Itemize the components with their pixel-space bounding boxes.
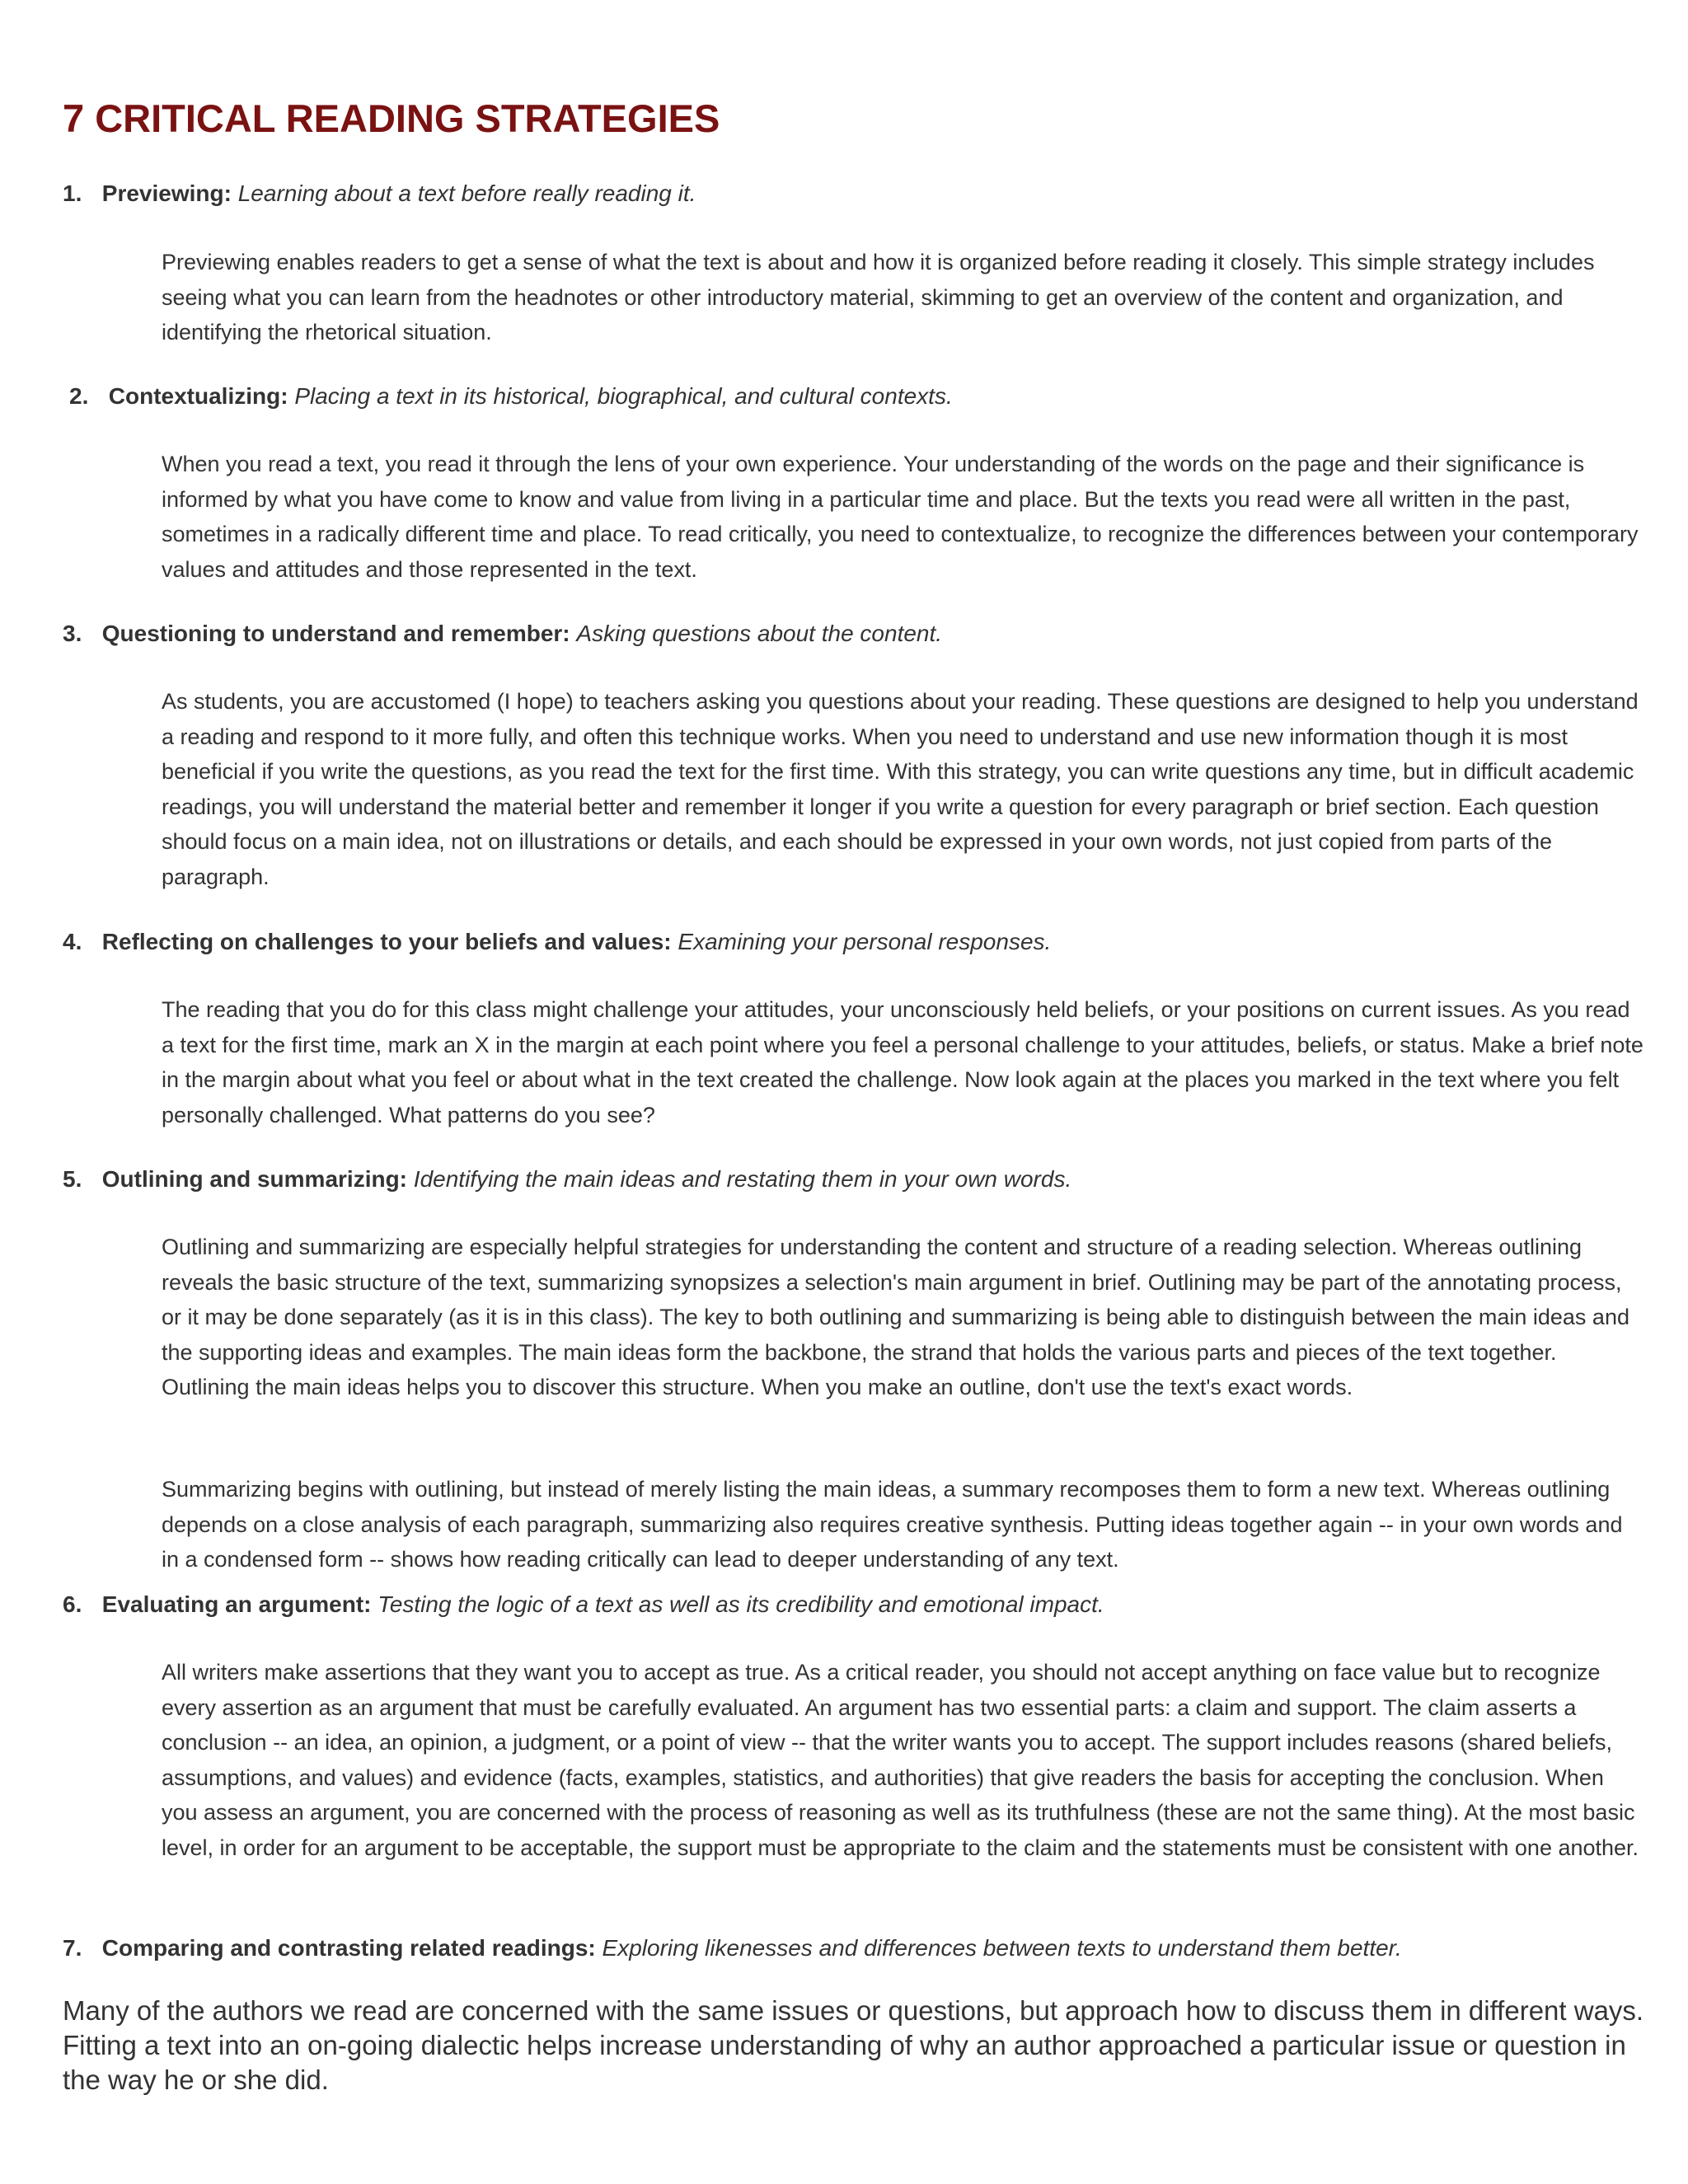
strategy-paragraph: Summarizing begins with outlining, but instead of merely listing the main ideas, a summary recomposes them to form a new text. Whereas outlining depends on a close analysis of each paragraph, summarizing also requires creative synthesis. Putting ideas together again -- in your own words and in a condensed form -- shows how reading critically can lead to deeper understanding of any text.	[162, 1477, 1623, 1572]
strategy-label: Outlining and summarizing:	[101, 1166, 408, 1192]
strategy-heading-5	[63, 1165, 1071, 1194]
strategy-description: Learning about a text before really reading it.	[237, 180, 696, 206]
strategy-description: Examining your personal responses.	[678, 929, 1052, 954]
strategy-heading-2	[69, 382, 953, 411]
strategy-number: 4.	[63, 929, 82, 954]
strategy-description: Exploring likenesses and differences between texts to understand them better.	[602, 1935, 1402, 1961]
strategy-label: Evaluating an argument:	[101, 1591, 372, 1617]
strategy-paragraph: Previewing enables readers to get a sense of what the text is about and how it is organized before reading it closely. This simple strategy includes seeing what you can learn from the headnotes or other introductory material, skimming to get an overview of the content and organization, and identifying the rhetorical situation.	[162, 250, 1595, 345]
strategy-description: Placing a text in its historical, biographical, and cultural contexts.	[294, 383, 953, 409]
strategy-paragraph: All writers make assertions that they want you to accept as true. As a critical reader, you should not accept anything on face value but to recognize every assertion as an argument that must be carefully evaluated. An argument has two essential parts: a claim and support. The claim asserts a conclusion -- an idea, an opinion, a judgment, or a point of view -- that the writer wants you to accept. The support includes reasons (shared beliefs, assumptions, and values) and evidence (facts, examples, statistics, and authorities) that give readers the basis for accepting the conclusion. When you assess an argument, you are concerned with the process of reasoning as well as its truthfulness (these are not the same thing). At the most basic level, in order for an argument to be acceptable, the support must be appropriate to the claim and the statements must be consistent with one another.	[162, 1660, 1639, 1860]
strategy-heading-3	[63, 619, 942, 649]
strategy-number: 1.	[63, 180, 82, 206]
strategy-number: 2.	[69, 383, 89, 409]
strategy-heading-6	[63, 1590, 1104, 1619]
strategy-label: Reflecting on challenges to your beliefs and values:	[101, 929, 672, 954]
strategy-number: 5.	[63, 1166, 82, 1192]
strategy-number: 7.	[63, 1935, 82, 1961]
strategy-label: Contextualizing:	[108, 383, 288, 409]
strategy-heading-1	[63, 179, 696, 209]
strategy-label: Comparing and contrasting related readings:	[101, 1935, 596, 1961]
strategy-paragraph: As students, you are accustomed (I hope) to teachers asking you questions about your reading. These questions are designed to help you understand a reading and respond to it more fully, and often this technique works. When you need to understand and use new information though it is most beneficial if you write the questions, as you read the text for the first time. With this strategy, you can write questions any time, but in difficult academic readings, you will understand the material better and remember it longer if you write a question for every paragraph or brief section. Each question should focus on a main idea, not on illustrations or details, and each should be expressed in your own words, not just copied from parts of the paragraph.	[162, 689, 1639, 889]
strategy-number: 3.	[63, 621, 82, 646]
strategy-description: Testing the logic of a text as well as its credibility and emotional impact.	[377, 1591, 1104, 1617]
strategy-paragraph: When you read a text, you read it through the lens of your own experience. Your understanding of the words on the page and their significance is informed by what you have come to know and value from living in a particular time and place. But the texts you read were all written in the past, sometimes in a radically different time and place. To read critically, you need to contextualize, to recognize the differences between your contemporary values and attitudes and those represented in the text.	[162, 452, 1639, 582]
strategy-label: Questioning to understand and remember:	[101, 621, 570, 646]
strategy-number: 6.	[63, 1591, 82, 1617]
closing-paragraph: Many of the authors we read are concerned with the same issues or questions, but approach how to discuss them in different ways. Fitting a text into an on-going dialectic helps increase understanding of why an author approached a particular issue or question in the way he or she did.	[63, 1995, 1644, 2095]
strategy-description: Asking questions about the content.	[576, 621, 943, 646]
page-title: 7 CRITICAL READING STRATEGIES	[63, 96, 720, 140]
strategy-paragraph: Outlining and summarizing are especially helpful strategies for understanding the content and structure of a reading selection. Whereas outlining reveals the basic structure of the text, summarizing synopsizes a selection's main argument in brief. Outlining may be part of the annotating process, or it may be done separately (as it is in this class). The key to both outlining and summarizing is being able to distinguish between the main ideas and the supporting ideas and examples. The main ideas form the backbone, the strand that holds the various parts and pieces of the text together. Outlining the main ideas helps you to discover this structure. When you make an outline, don't use the text's exact words.	[162, 1235, 1629, 1400]
strategy-paragraph: The reading that you do for this class might challenge your attitudes, your unconsciously held beliefs, or your positions on current issues. As you read a text for the first time, mark an X in the margin at each point where you feel a personal challenge to your attitudes, beliefs, or status. Make a brief note in the margin about what you feel or about what in the text created the challenge. Now look again at the places you marked in the text where you felt personally challenged. What patterns do you see?	[162, 997, 1643, 1127]
strategy-heading-4	[63, 927, 1051, 957]
strategy-description: Identifying the main ideas and restating them in your own words.	[413, 1166, 1072, 1192]
strategy-label: Previewing:	[101, 180, 232, 206]
strategy-heading-7	[63, 1933, 1402, 1963]
